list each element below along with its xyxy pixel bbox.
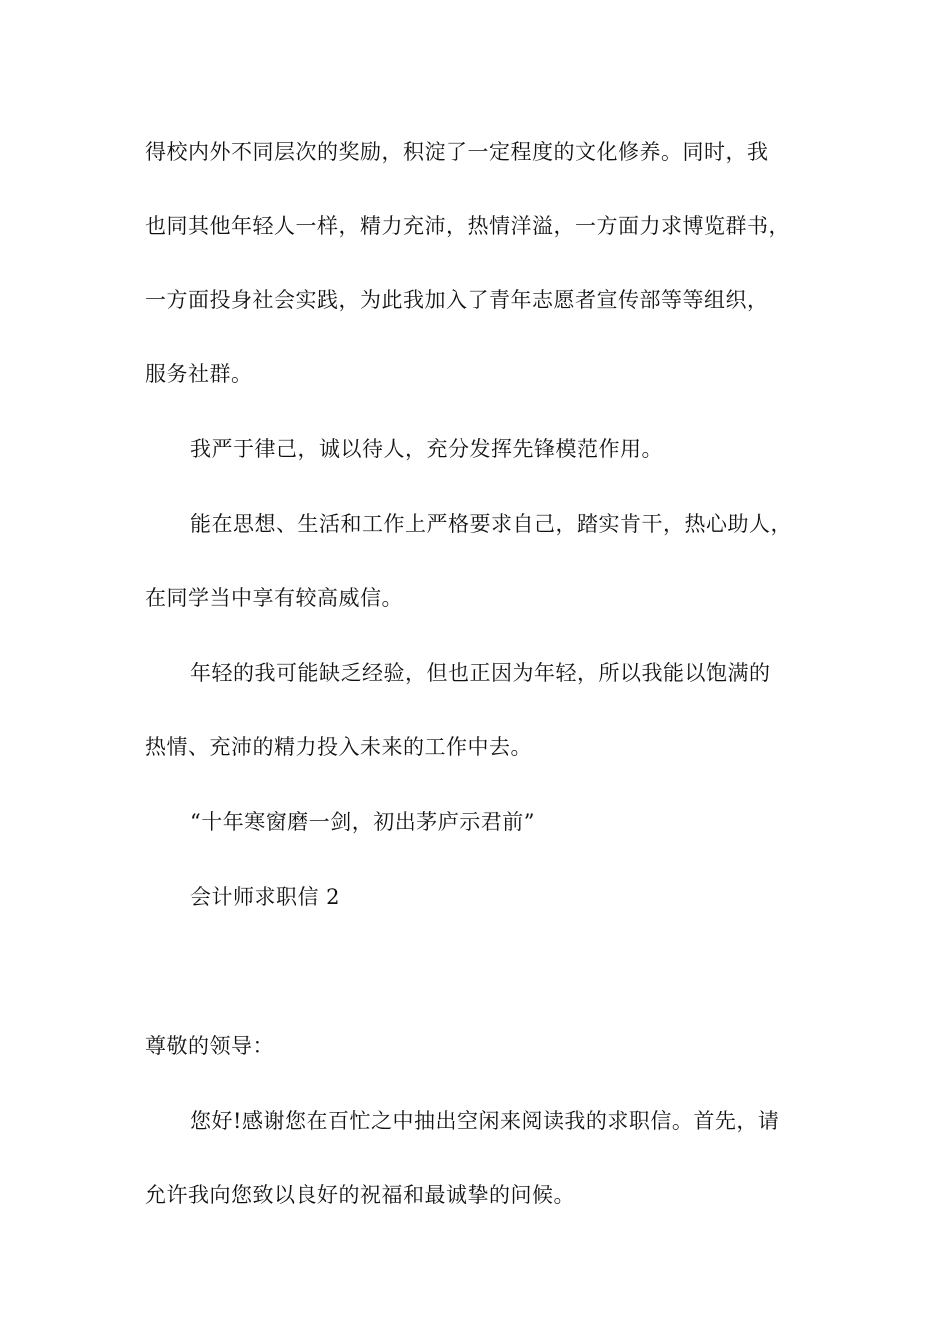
paragraph-line-4: 服务社群。 bbox=[145, 362, 253, 386]
salutation-line: 尊敬的领导： bbox=[145, 1034, 274, 1058]
paragraph-line-1: 得校内外不同层次的奖励，积淀了一定程度的文化修养。同时，我 bbox=[145, 140, 769, 164]
letter-heading: 会计师求职信 2 bbox=[190, 885, 341, 909]
paragraph-line-5: 我严于律己，诚以待人，充分发挥先锋模范作用。 bbox=[190, 437, 663, 461]
paragraph-line-7: 在同学当中享有较高威信。 bbox=[145, 586, 403, 610]
paragraph-line-8: 年轻的我可能缺乏经验，但也正因为年轻，所以我能以饱满的 bbox=[190, 661, 771, 685]
paragraph-line-6: 能在思想、生活和工作上严格要求自己，踏实肯干，热心助人， bbox=[190, 512, 792, 536]
paragraph-line-3: 一方面投身社会实践，为此我加入了青年志愿者宣传部等等组织， bbox=[145, 288, 769, 312]
paragraph-line-9: 热情、充沛的精力投入未来的工作中去。 bbox=[145, 735, 532, 759]
paragraph-line-10: 您好!感谢您在百忙之中抽出空闲来阅读我的求职信。首先，请 bbox=[190, 1109, 780, 1133]
paragraph-line-2: 也同其他年轻人一样，精力充沛，热情洋溢，一方面力求博览群书， bbox=[145, 214, 790, 238]
quote-line: “十年寒窗磨一剑，初出茅庐示君前” bbox=[190, 810, 535, 834]
paragraph-line-11: 允许我向您致以良好的祝福和最诚挚的问候。 bbox=[145, 1183, 575, 1207]
